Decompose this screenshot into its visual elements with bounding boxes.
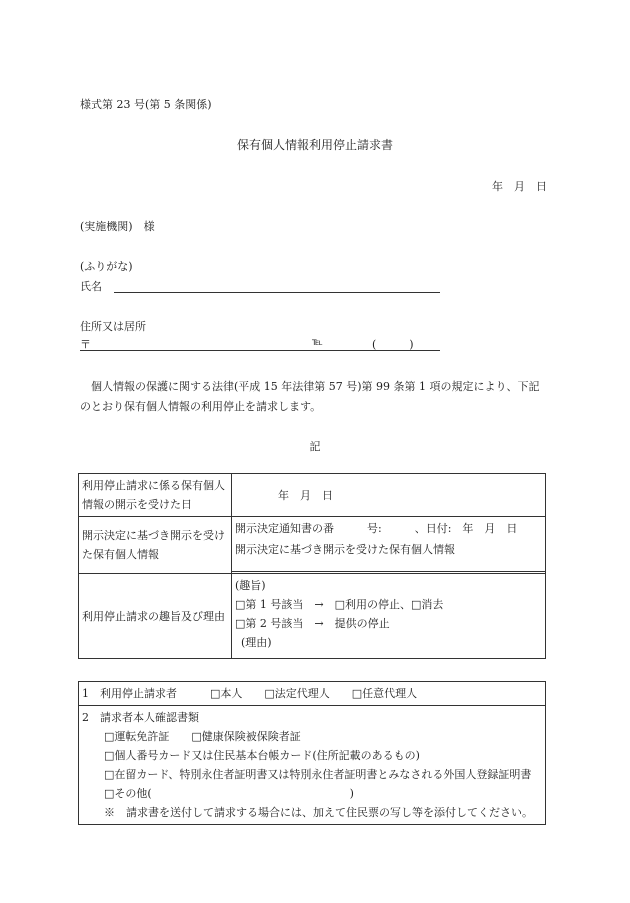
row3-line1: (趣旨) <box>235 579 266 592</box>
addressee: (実施機関) 様 <box>80 220 155 233</box>
row1-value: 年 月 日 <box>232 474 546 517</box>
table-row <box>79 706 546 825</box>
table-row <box>79 474 546 517</box>
date-line: 年 月 日 <box>492 180 547 193</box>
row3-label: 利用停止請求の趣旨及び理由 <box>79 574 232 659</box>
tel-paren: ( ) <box>372 338 414 351</box>
address-label: 住所又は居所 <box>80 320 146 333</box>
name-label: 氏名 <box>80 280 102 293</box>
row3-line4: (理由) <box>241 636 272 649</box>
table-row <box>79 682 546 706</box>
table-row <box>79 517 546 574</box>
tel-label: ℡ <box>312 337 323 348</box>
row1-label: 利用停止請求に係る保有個人情報の開示を受けた日 <box>79 474 232 517</box>
requester-type-row: 1 利用停止請求者 □本人 □法定代理人 □任意代理人 <box>79 682 546 706</box>
table-row <box>79 574 546 659</box>
list-item: □個人番号カード又は住民基本台帳カード(住所記載のあるもの) <box>104 749 420 762</box>
id-documents-heading: 2 請求者本人確認書類 <box>82 711 199 724</box>
postal-mark: 〒 <box>80 338 91 351</box>
list-item: □運転免許証 □健康保険被保険者証 <box>104 730 301 743</box>
row3-line2: □第 1 号該当 → □利用の停止、□消去 <box>235 598 444 611</box>
row2-label: 開示決定に基づき開示を受けた保有個人情報 <box>79 517 232 574</box>
name-underline <box>114 292 440 293</box>
document-title: 保有個人情報利用停止請求書 <box>236 138 393 152</box>
request-details-table <box>78 473 546 659</box>
note-text: ※ 請求書を送付して請求する場合には、加えて住民票の写し等を添付してください。 <box>104 806 533 819</box>
row3-line3: □第 2 号該当 → 提供の停止 <box>235 617 390 630</box>
row2-line2: 開示決定に基づき開示を受けた保有個人情報 <box>232 540 545 572</box>
address-underline <box>80 350 440 351</box>
furigana-label: (ふりがな) <box>80 260 133 273</box>
ki-label: 記 <box>309 440 321 453</box>
list-item: □在留カード、特別永住者証明書又は特別永住者証明書とみなされる外国人登録証明書 <box>104 768 532 781</box>
requester-table <box>78 681 546 825</box>
row2-line1: 開示決定通知書の番 号: 、日付: 年 月 日 <box>235 522 518 535</box>
form-number: 様式第 23 号(第 5 条関係) <box>80 98 212 111</box>
list-item: □その他( ) <box>104 787 354 800</box>
intro-paragraph: 個人情報の保護に関する法律(平成 15 年法律第 57 号)第 99 条第 1 項の規定により、下記のとおり保有個人情報の利用停止を請求します。 <box>80 380 540 413</box>
